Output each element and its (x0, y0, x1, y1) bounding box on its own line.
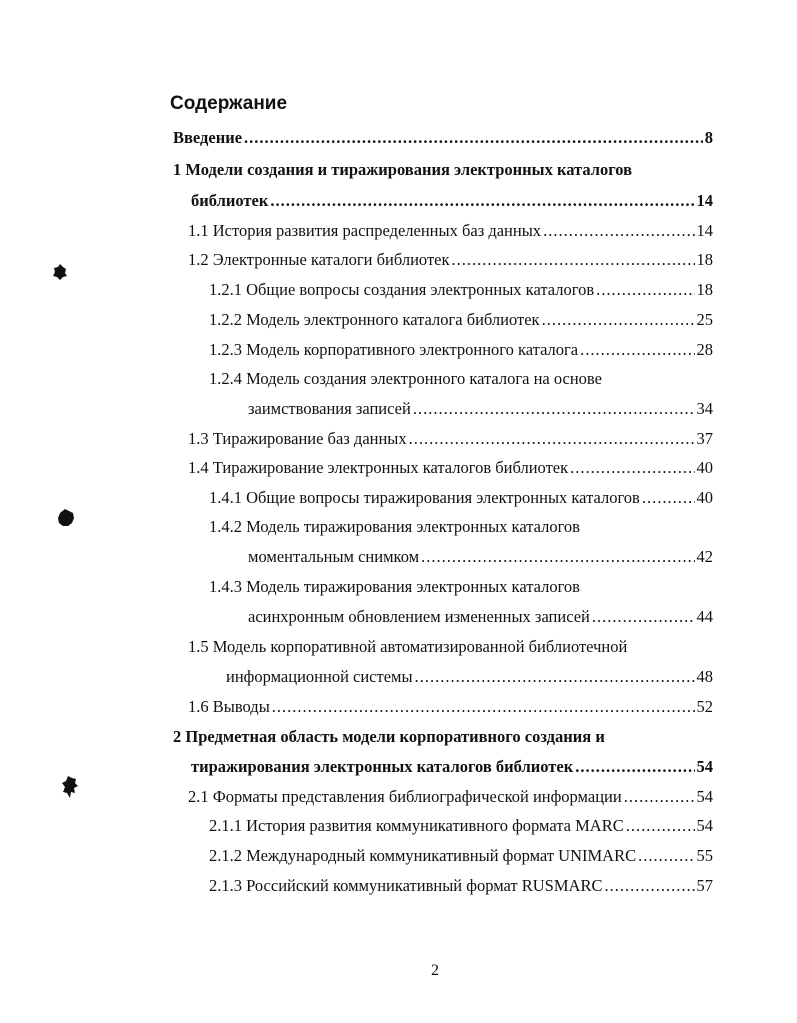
toc-entry-page: 40 (696, 458, 713, 477)
toc-leader (421, 547, 694, 567)
toc-entry-1-4-2-cont (248, 547, 713, 567)
page-title: Содержание (170, 93, 288, 114)
toc-entry-1-6 (188, 697, 713, 717)
toc-entry-page: 42 (696, 547, 713, 566)
toc-entry-2-1-2 (209, 846, 713, 866)
toc-entry-1-4-3: 1.4.3 Модель тиражирования электронных каталогов (209, 577, 580, 596)
toc-leader (272, 697, 695, 717)
toc-leader (575, 757, 694, 777)
toc-entry-text: 1.2.1 Общие вопросы создания электронных каталогов (209, 280, 595, 299)
toc-leader (624, 787, 695, 807)
toc-entry-chapter-1-cont (191, 191, 713, 211)
toc-entry-page: 52 (696, 697, 713, 716)
toc-entry-page: 54 (696, 816, 713, 835)
toc-entry-1-5-cont (226, 667, 713, 687)
toc-entry-text: 1.2.2 Модель электронного каталога библиотек (209, 310, 540, 329)
toc-entry-text: 2.1.1 История развития коммуникативного формата MARC (209, 816, 624, 835)
toc-leader (626, 816, 695, 836)
toc-leader (415, 667, 695, 687)
toc-leader (638, 846, 694, 866)
toc-leader (452, 250, 695, 270)
toc-entry-1-4 (188, 458, 713, 478)
toc-entry-chapter-1: 1 Модели создания и тиражирования электронных каталогов (173, 160, 633, 179)
toc-entry-text: асинхронным обновлением измененных записей (248, 607, 590, 626)
toc-entry-page: 40 (696, 488, 713, 507)
toc-leader (604, 876, 694, 896)
toc-entry-text: 1.6 Выводы (188, 697, 270, 716)
toc-entry-1-2-4: 1.2.4 Модель создания электронного каталога на основе (209, 369, 602, 388)
page-number: 2 (431, 962, 439, 979)
toc-entry-text: 1.3 Тиражирование баз данных (188, 429, 407, 448)
toc-entry-text: 2.1 Форматы представления библиографической информации (188, 787, 622, 806)
toc-entry-text: 1.2.3 Модель корпоративного электронного каталога (209, 340, 579, 359)
ink-blot-2 (56, 508, 76, 528)
toc-entry-page: 18 (696, 250, 713, 269)
toc-entry-text: 1.4 Тиражирование электронных каталогов библиотек (188, 458, 569, 477)
toc-leader (543, 221, 694, 241)
toc-entry-1-4-3-cont (248, 607, 713, 627)
toc-entry-1-1 (188, 221, 713, 241)
toc-entry-2-1-1 (209, 816, 713, 836)
toc-entry-text: Введение (173, 128, 243, 147)
toc-entry-1-3 (188, 429, 713, 449)
toc-entry-text: заимствования записей (248, 399, 411, 418)
toc-entry-page: 18 (696, 280, 713, 299)
ink-blot-3 (61, 775, 79, 799)
toc-leader (580, 340, 694, 360)
toc-leader (642, 488, 695, 508)
toc-leader (542, 310, 695, 330)
toc-entry-text: 1.4.1 Общие вопросы тиражирования электронных каталогов (209, 488, 640, 507)
toc-leader (596, 280, 694, 300)
toc-entry-1-2-4-cont (248, 399, 713, 419)
toc-entry-page: 34 (696, 399, 713, 418)
toc-entry-page: 25 (696, 310, 713, 329)
toc-entry-1-4-1 (209, 488, 713, 508)
toc-entry-page: 14 (696, 191, 713, 210)
toc-entry-page: 48 (696, 667, 713, 686)
toc-entry-1-5: 1.5 Модель корпоративной автоматизированной библиотечной (188, 637, 628, 656)
toc-entry-text: 2.1.3 Российский коммуникативный формат RUSMARC (209, 876, 603, 895)
toc-entry-page: 14 (696, 221, 713, 240)
toc-entry-page: 57 (696, 876, 713, 895)
toc-entry-chapter-2: 2 Предметная область модели корпоративного создания и (173, 727, 605, 746)
toc-entry-1-2-2 (209, 310, 713, 330)
toc-leader (244, 128, 703, 148)
ink-blot-1 (52, 263, 68, 281)
toc-entry-1-2 (188, 250, 713, 270)
toc-entry-text: тиражирования электронных каталогов библиотек (191, 757, 574, 776)
toc-entry-1-2-3 (209, 340, 713, 360)
toc-entry-chapter-2-cont (191, 757, 713, 777)
toc-entry-page: 54 (696, 787, 713, 806)
toc-leader (570, 458, 694, 478)
toc-entry-1-2-1 (209, 280, 713, 300)
toc-leader (270, 191, 694, 211)
toc-entry-text: библиотек (191, 191, 269, 210)
toc-entry-text: 1.1 История развития распределенных баз данных (188, 221, 542, 240)
toc-entry-text: информационной системы (226, 667, 413, 686)
toc-entry-text: моментальным снимком (248, 547, 420, 566)
toc-entry-page: 44 (696, 607, 713, 626)
toc-entry-page: 8 (704, 128, 713, 147)
toc-entry-1-4-2: 1.4.2 Модель тиражирования электронных каталогов (209, 517, 580, 536)
toc-leader (592, 607, 695, 627)
toc-entry-2-1 (188, 787, 713, 807)
toc-entry-intro (173, 128, 713, 148)
toc-entry-page: 37 (696, 429, 713, 448)
toc-entry-text: 2.1.2 Международный коммуникативный формат UNIMARC (209, 846, 637, 865)
toc-entry-page: 55 (696, 846, 713, 865)
toc-entry-page: 28 (696, 340, 713, 359)
toc-entry-2-1-3 (209, 876, 713, 896)
toc-leader (413, 399, 695, 419)
toc-entry-page: 54 (696, 757, 713, 776)
toc-entry-text: 1.2 Электронные каталоги библиотек (188, 250, 450, 269)
toc-leader (409, 429, 695, 449)
